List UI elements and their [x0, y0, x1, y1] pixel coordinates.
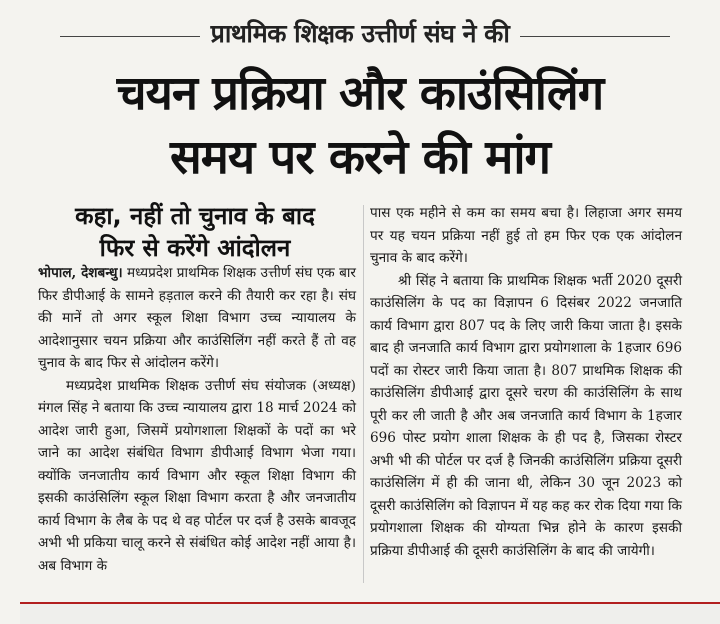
kicker-text: प्राथमिक शिक्षक उत्तीर्ण संघ ने की [210, 19, 510, 48]
dateline: भोपाल, देशबन्धु। [38, 265, 123, 281]
kicker-rule-left [60, 36, 200, 37]
subheadline [30, 200, 360, 264]
article-column-left [38, 262, 356, 577]
article-paragraph: मध्यप्रदेश प्राथमिक शिक्षक उत्तीर्ण संघ संयोजक (अध्यक्ष) मंगल सिंह ने बताया कि उच्च न्यायालय द्वारा 18 मार्च 2024 को आदेश जारी हुआ, जिसमें प्रयोगशाला शिक्षकों के पदों का भरे जाने का आदेश संबंधित विभाग डीपीआई विभाग भेजा गया। क्योंकि जनजातीय कार्य विभाग और स्कूल शिक्षा विभाग की इसकी काउंसिलिंग स्कूल शिक्षा विभाग करता है और जनजातीय कार्य विभाग के लैब के पद थे वह पोर्टल पर दर्ज है उसके बावजूद अभी भी प्रकिया चालू करने से संबंधित कोई आदेश नहीं आया है। अब विभाग के [38, 377, 356, 574]
article-paragraph: श्री सिंह ने बताया कि प्राथमिक शिक्षक भर्ती 2020 दूसरी काउंसिलिंग के पद का विज्ञापन 6 दिसंबर 2022 जनजाति कार्य विभाग द्वारा 807 पद के लिए जारी किया जाता है। इसके बाद ही जनजाति कार्य विभाग द्वारा प्रयोगशाला के 1हजार 696 पदों का रोस्टर जारी किया जाता है। 807 प्राथमिक शिक्षक की काउंसिलिंग डीपीआई द्वारा दूसरे चरण की काउंसिलिंग के साथ पूरी कर ली जाती है और अब जनजाति कार्य विभाग के 1हजार 696 पोस्ट प्रयोग शाला शिक्षक के ही पद है, जिसका रोस्टर अभी भी की पोर्टल पर दर्ज है जिनकी काउंसिलिंग प्रक्रिया दूसरी काउंसिलिंग में ही की जाना थी, लेकिन 30 जून 2023 को दूसरी काउंसिलिंग को विज्ञापन में यह कह कर रोक दिया गया कि प्रयोगशाला शिक्षक की योग्यता भिन्न होने के कारण इसकी प्रक्रिया डीपीआई की दूसरी काउंसिलिंग के बाद की जायेगी। [370, 272, 682, 559]
next-section-border [20, 602, 720, 624]
article-column-right [370, 202, 682, 562]
adjacent-article-edge [705, 100, 720, 590]
headline-line-2: समय पर करने की मांग [170, 130, 550, 185]
headline [20, 62, 700, 190]
headline-line-1: चयन प्रक्रिया और काउंसिलिंग [116, 66, 604, 121]
kicker-banner [0, 16, 720, 56]
paragraph-text: मध्यप्रदेश प्राथमिक शिक्षक उत्तीर्ण संघ एक बार फिर डीपीआई के सामने हड़ताल करने की तैयारी कर रहा है। संघ की मानें तो अगर स्कूल शिक्षा विभाग उच्च न्यायालय के आदेशानुसार चयन प्रक्रिया और काउंसिलिंग नहीं करते हैं तो वह चुनाव के बाद फिर से आंदोलन करेंगे। [38, 265, 356, 371]
article-paragraph: पास एक महीने से कम का समय बचा है। लिहाजा अगर समय पर यह चयन प्रक्रिया नहीं हुई तो हम फिर एक एक आंदोलन चुनाव के बाद करेंगे। [370, 205, 682, 266]
kicker-rule-right [520, 36, 670, 37]
article-paragraph [38, 262, 356, 375]
column-divider [363, 205, 364, 583]
subheadline-line-2: फिर से करेंगे आंदोलन [99, 234, 291, 262]
subheadline-line-1: कहा, नहीं तो चुनाव के बाद [75, 202, 315, 230]
